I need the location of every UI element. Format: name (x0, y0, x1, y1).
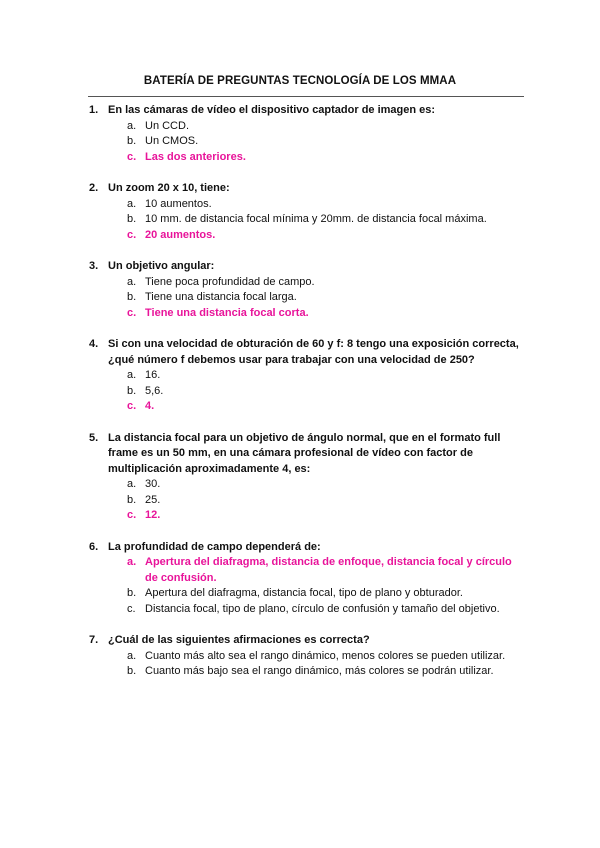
option-text: Apertura del diafragma, distancia focal, tipo de plano y obturador. (145, 587, 463, 599)
option-letter: b. (127, 291, 137, 303)
option-text: 5,6. (145, 384, 164, 397)
answer-option (127, 477, 517, 493)
option-letter: b. (127, 665, 137, 677)
answer-option-correct (127, 508, 517, 524)
option-text: Apertura del diafragma, distancia de enfoque, distancia focal y círculo de confusión. (145, 556, 512, 584)
option-letter: c. (127, 228, 137, 241)
option-text: Distancia focal, tipo de plano, círculo de confusión y tamaño del objetivo. (145, 602, 500, 615)
answer-option-correct (127, 150, 517, 166)
question-label: ¿Cuál de las siguientes afirmaciones es correcta? (108, 634, 370, 646)
answer-option (127, 212, 517, 228)
option-text: 4. (145, 400, 155, 412)
answer-option (127, 275, 517, 291)
question-number: 1. (89, 104, 99, 116)
option-text: 12. (145, 509, 161, 521)
question-number: 6. (89, 540, 99, 553)
answer-option (127, 649, 517, 665)
answer-option (127, 368, 517, 384)
answer-option (127, 197, 517, 213)
option-text: 16. (145, 369, 161, 381)
option-text: Cuanto más bajo sea el rango dinámico, más colores se podrán utilizar. (145, 665, 494, 677)
option-text: Un CCD. (145, 119, 190, 132)
answer-option (127, 586, 517, 602)
answer-option (127, 119, 517, 135)
option-letter: b. (127, 493, 137, 506)
question-item (0, 633, 600, 680)
option-text: 30. (145, 478, 161, 490)
option-letter: b. (127, 384, 137, 397)
question-label: Un zoom 20 x 10, tiene: (108, 182, 230, 194)
option-letter: a. (127, 119, 137, 132)
option-text: Cuanto más alto sea el rango dinámico, menos colores se pueden utilizar. (145, 649, 506, 662)
question-number: 5. (89, 431, 99, 444)
answer-option-correct (127, 399, 517, 415)
question-text (89, 337, 528, 368)
page-title: BATERÍA DE PREGUNTAS TECNOLOGÍA DE LOS MMAA (143, 75, 457, 87)
answer-option-correct (127, 228, 517, 244)
option-letter: a. (127, 275, 137, 288)
option-letter: a. (127, 369, 137, 381)
question-text (89, 103, 528, 119)
question-item (0, 103, 600, 165)
question-item (0, 431, 600, 524)
option-letter: c. (127, 602, 136, 615)
option-letter: b. (127, 587, 137, 599)
option-letter: a. (127, 197, 137, 210)
question-number: 4. (89, 338, 99, 350)
option-text: Tiene poca profundidad de campo. (145, 275, 315, 288)
question-number: 2. (89, 182, 99, 194)
option-text: 20 aumentos. (145, 228, 216, 241)
answer-option-correct (127, 306, 517, 322)
title-divider (88, 96, 524, 97)
question-label: Si con una velocidad de obturación de 60 y f: 8 tengo una exposición correcta, ¿qué número f debemos usar para trabajar con una velocidad de 250? (108, 338, 519, 366)
answer-option (127, 493, 517, 509)
answer-option (127, 134, 517, 150)
option-letter: c. (127, 400, 137, 412)
option-letter: b. (127, 135, 137, 147)
answer-option (127, 664, 517, 680)
option-text: Un CMOS. (145, 135, 199, 147)
option-text: Tiene una distancia focal corta. (145, 306, 309, 319)
question-item (0, 337, 600, 415)
option-letter: b. (127, 213, 137, 225)
option-text: Las dos anteriores. (145, 150, 246, 163)
option-letter: a. (127, 649, 137, 662)
option-text: Tiene una distancia focal larga. (145, 291, 297, 303)
option-text: 25. (145, 493, 161, 506)
answer-option-correct (127, 555, 517, 586)
question-number: 7. (89, 634, 99, 646)
option-letter: a. (127, 556, 137, 568)
option-text: 10 mm. de distancia focal mínima y 20mm. de distancia focal máxima. (145, 213, 487, 225)
option-letter: c. (127, 150, 137, 163)
answer-option (127, 290, 517, 306)
question-text (89, 181, 528, 197)
question-item (0, 259, 600, 321)
option-text: 10 aumentos. (145, 197, 212, 210)
answer-option (127, 602, 517, 618)
question-list (0, 103, 600, 696)
question-label: La profundidad de campo dependerá de: (108, 540, 321, 553)
question-text (89, 540, 528, 556)
question-item (0, 181, 600, 243)
question-text (89, 259, 528, 275)
answer-option (127, 384, 517, 400)
option-letter: c. (127, 509, 137, 521)
question-label: La distancia focal para un objetivo de ángulo normal, que en el formato full frame es un 50 mm, en una cámara profesional de vídeo con factor de multiplicación aproximadamente 4, es: (108, 431, 501, 475)
question-text (89, 431, 528, 478)
question-number: 3. (89, 260, 99, 272)
question-label: En las cámaras de vídeo el dispositivo captador de imagen es: (108, 104, 436, 116)
question-label: Un objetivo angular: (108, 260, 215, 272)
question-item (0, 540, 600, 618)
question-text (89, 633, 528, 649)
option-letter: a. (127, 478, 137, 490)
option-letter: c. (127, 306, 137, 319)
